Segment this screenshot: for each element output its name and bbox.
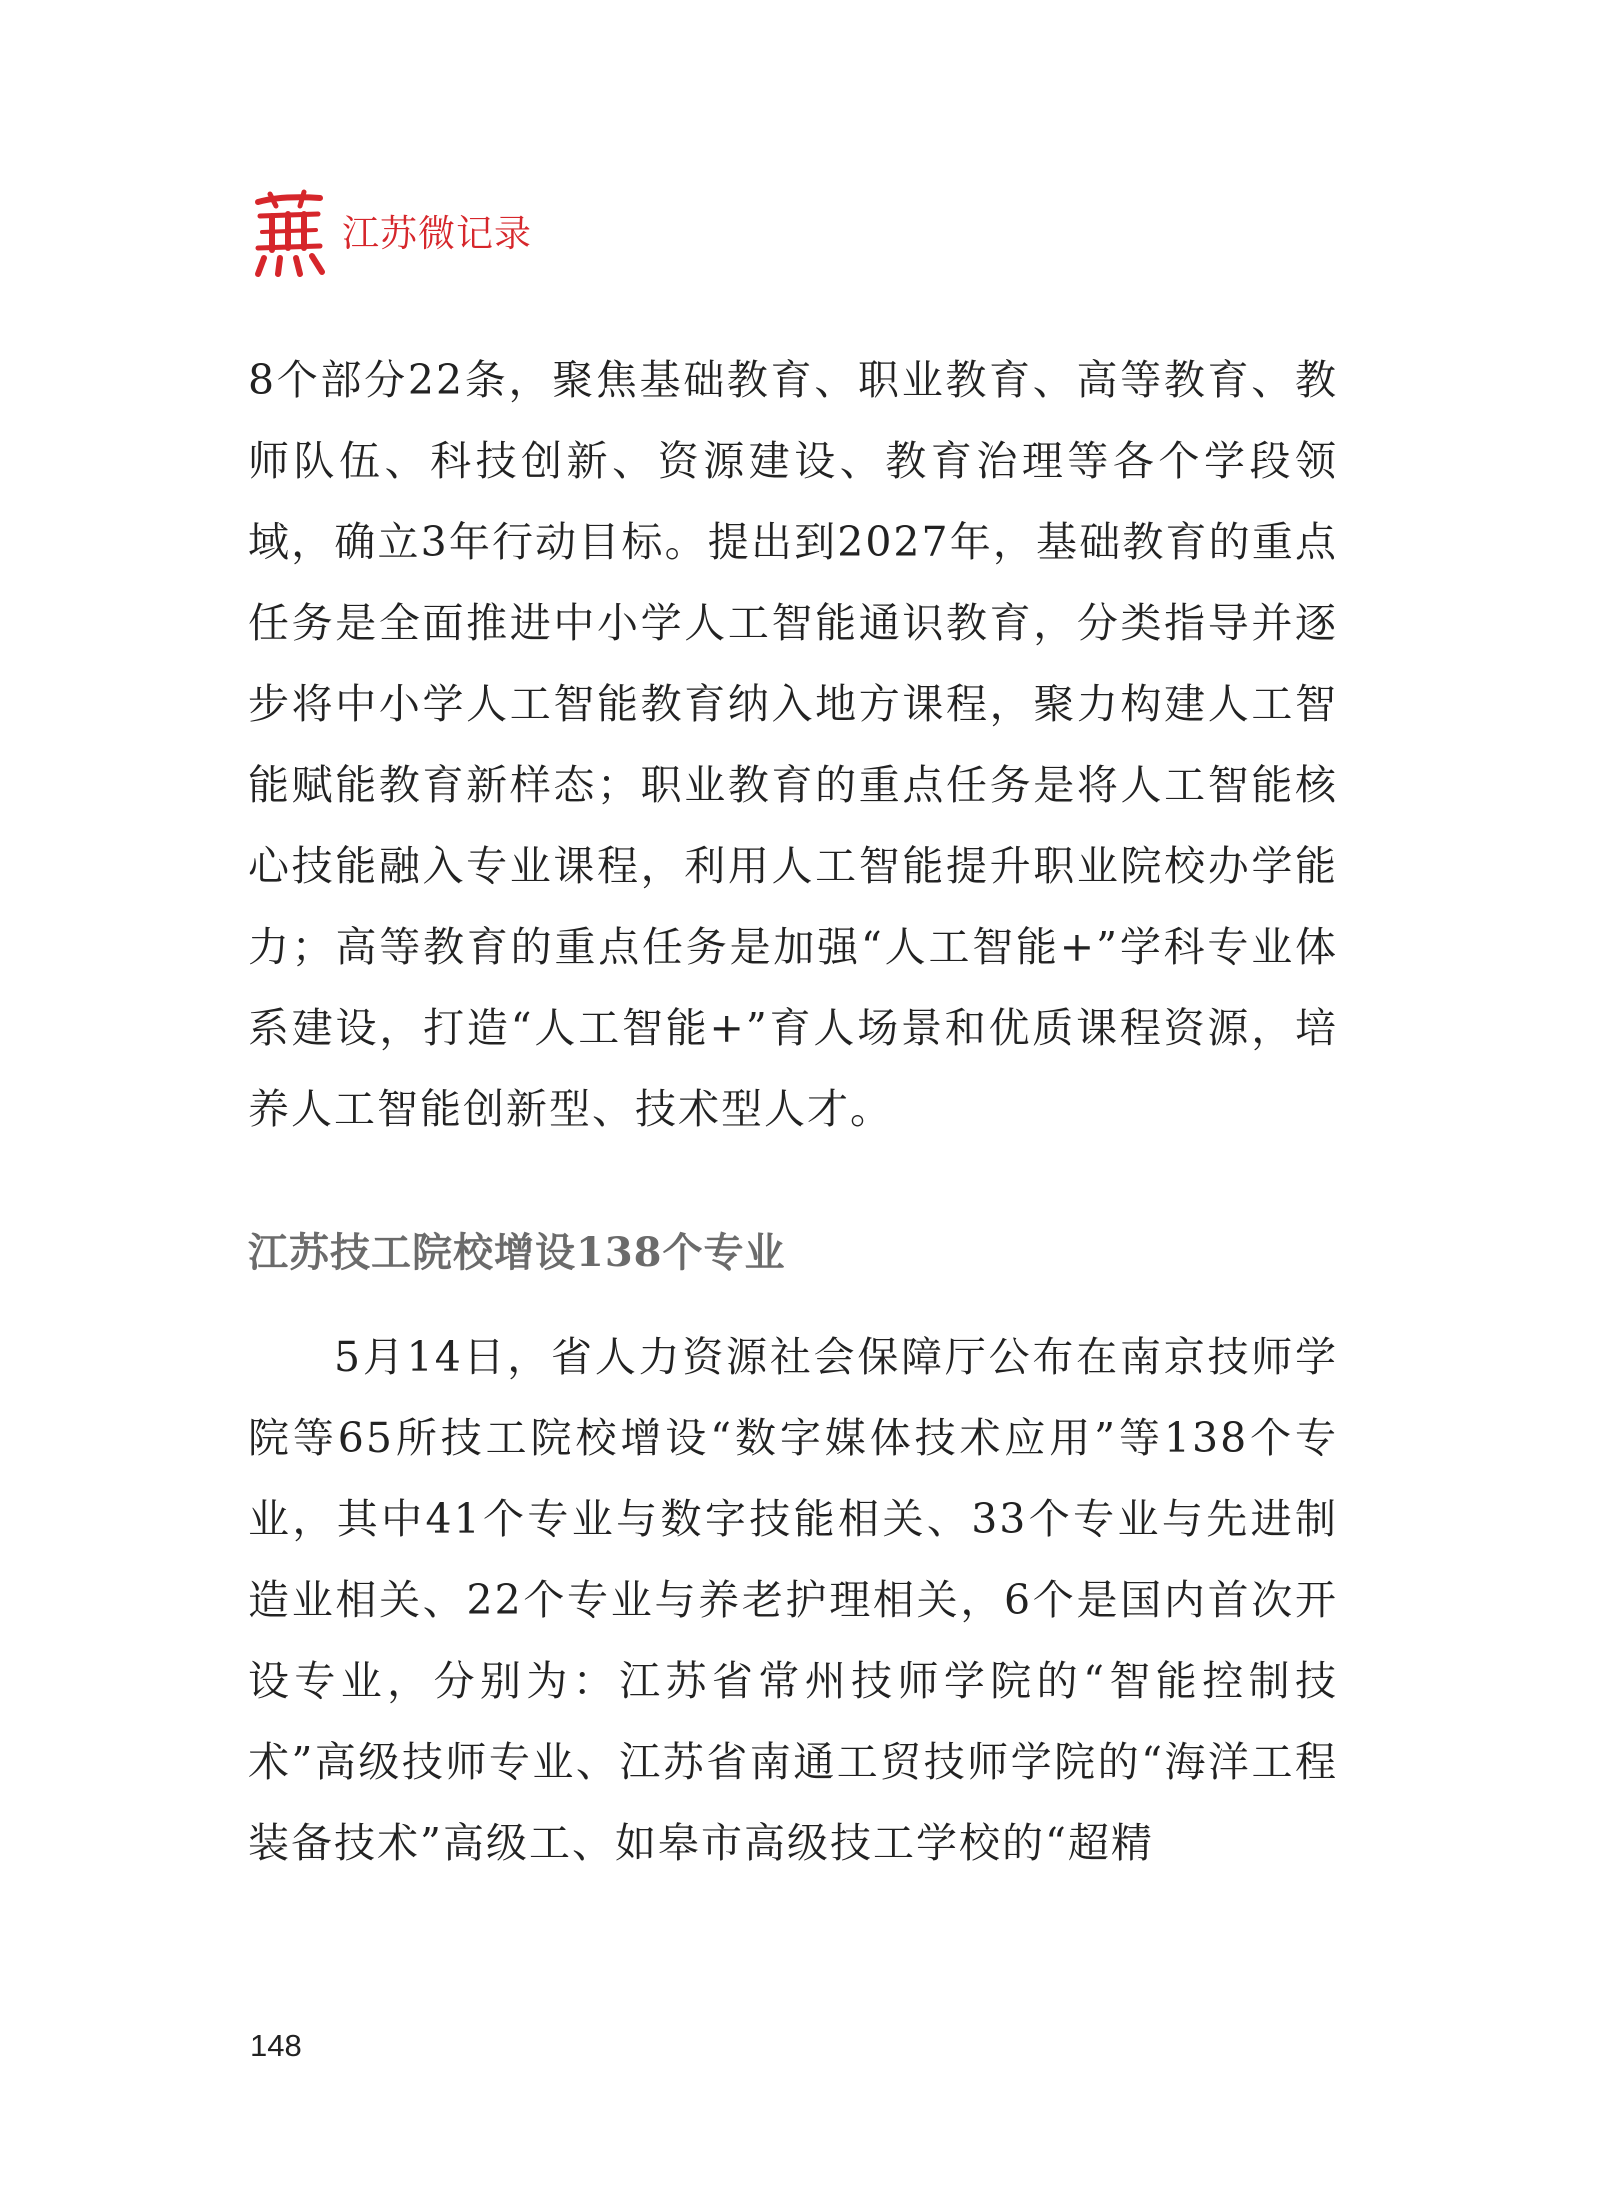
article-body [248,340,1338,1884]
body-paragraph: 5月14日，省人力资源社会保障厅公布在南京技师学院等65所技工院校增设“数字媒体技术应用”等138个专业，其中41个专业与数字技能相关、33个专业与先进制造业相关、22个专业与养老护理相关，6个是国内首次开设专业，分别为：江苏省常州技师学院的“智能控制技术”高级技师专业、江苏省南通工贸技师学院的“海洋工程装备技术”高级工、如皋市高级技工学校的“超精 [248,1333,1338,1867]
page-number: 148 [250,2028,302,2063]
body-paragraph: 8个部分22条，聚焦基础教育、职业教育、高等教育、教师队伍、科技创新、资源建设、教育治理等各个学段领域，确立3年行动目标。提出到2027年，基础教育的重点任务是全面推进中小学人工智能通识教育，分类指导并逐步将中小学人工智能教育纳入地方课程，聚力构建人工智能赋能教育新样态；职业教育的重点任务是将人工智能核心技能融入专业课程，利用人工智能提升职业院校办学能力；高等教育的重点任务是加强“人工智能+”学科专业体系建设，打造“人工智能+”育人场景和优质课程资源，培养人工智能创新型、技术型人才。 [248,356,1338,1133]
page-header [250,188,532,278]
brand-name: 江苏微记录 [342,211,532,255]
red-calligraphic-seal-icon [250,188,328,278]
section-heading: 江苏技工院校增设138个专业 [248,1229,786,1276]
